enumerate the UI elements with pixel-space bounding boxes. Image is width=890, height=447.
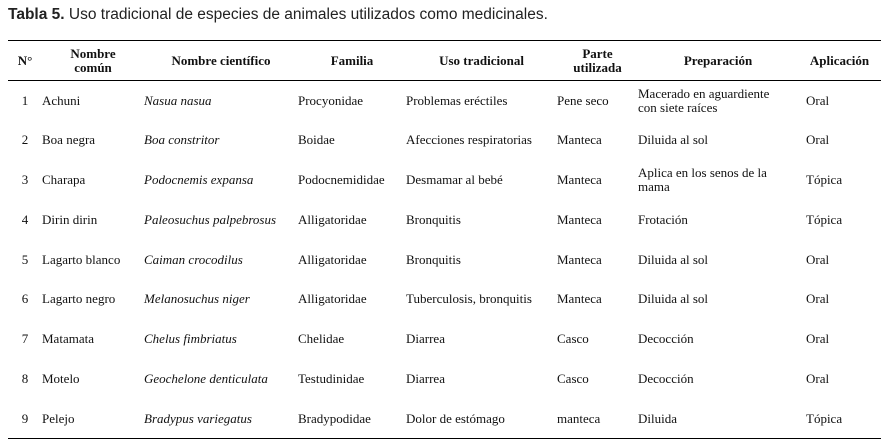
preparation-line1: Decocción bbox=[638, 331, 694, 347]
cell-traditional-use: Bronquitis bbox=[406, 251, 461, 267]
cell-traditional-use: Diarrea bbox=[406, 331, 445, 347]
cell-part-used: Manteca bbox=[557, 171, 602, 187]
table-row bbox=[8, 359, 881, 399]
cell-part-used: Casco bbox=[557, 331, 589, 347]
preparation-line1: Diluida al sol bbox=[638, 251, 709, 267]
cell-traditional-use: Tuberculosis, bronquitis bbox=[406, 291, 532, 307]
cell-preparation bbox=[638, 120, 798, 160]
cell-scientific-name: Nasua nasua bbox=[144, 92, 212, 108]
cell-scientific-name: Paleosuchus palpebrosus bbox=[144, 211, 277, 227]
cell-traditional-use: Afecciones respiratorias bbox=[406, 132, 532, 148]
cell-scientific-name: Bradypus variegatus bbox=[144, 410, 252, 426]
cell-family: Boidae bbox=[298, 132, 335, 148]
cell-common-name: Motelo bbox=[42, 370, 80, 386]
cell-preparation bbox=[638, 240, 798, 280]
header-preparation: Preparación bbox=[683, 52, 753, 68]
cell-application: Tópica bbox=[806, 211, 843, 227]
header-application: Aplicación bbox=[809, 52, 870, 68]
preparation-line2: mama bbox=[638, 178, 670, 194]
cell-family: Testudinidae bbox=[298, 370, 365, 386]
cell-num: 1 bbox=[21, 92, 29, 108]
cell-application: Tópica bbox=[806, 171, 843, 187]
cell-num: 3 bbox=[21, 171, 29, 187]
cell-part-used: manteca bbox=[557, 410, 601, 426]
cell-common-name: Charapa bbox=[42, 171, 86, 187]
cell-num: 2 bbox=[21, 132, 29, 148]
cell-traditional-use: Dolor de estómago bbox=[406, 410, 505, 426]
cell-preparation bbox=[638, 359, 798, 399]
cell-scientific-name: Podocnemis expansa bbox=[144, 171, 254, 187]
cell-part-used: Manteca bbox=[557, 132, 602, 148]
cell-common-name: Lagarto negro bbox=[42, 291, 116, 307]
table-caption bbox=[8, 6, 548, 24]
cell-part-used: Pene seco bbox=[557, 92, 609, 108]
cell-scientific-name: Caiman crocodilus bbox=[144, 251, 243, 267]
preparation-line1: Diluida al sol bbox=[638, 291, 709, 307]
table-body bbox=[8, 81, 881, 439]
cell-family: Bradypodidae bbox=[298, 410, 371, 426]
header-num: N° bbox=[17, 52, 33, 68]
cell-common-name: Pelejo bbox=[42, 410, 75, 426]
table-row bbox=[8, 160, 881, 200]
cell-num: 5 bbox=[21, 251, 29, 267]
medicinal-animals-table bbox=[8, 40, 881, 439]
cell-application: Oral bbox=[806, 92, 830, 108]
header-common-line2: común bbox=[74, 59, 112, 75]
header-part-line1: Parte bbox=[582, 45, 613, 61]
cell-common-name: Achuni bbox=[42, 92, 81, 108]
header-family: Familia bbox=[330, 52, 374, 68]
table-row bbox=[8, 319, 881, 359]
preparation-line1: Diluida al sol bbox=[638, 132, 709, 148]
cell-scientific-name: Geochelone denticulata bbox=[144, 370, 268, 386]
cell-family: Chelidae bbox=[298, 331, 345, 347]
caption-label: Tabla 5. bbox=[8, 6, 65, 23]
cell-num: 6 bbox=[21, 291, 29, 307]
cell-num: 7 bbox=[21, 331, 29, 347]
cell-preparation bbox=[638, 319, 798, 359]
cell-common-name: Dirin dirin bbox=[42, 211, 98, 227]
cell-common-name: Boa negra bbox=[42, 132, 96, 148]
table-row bbox=[8, 120, 881, 160]
cell-family: Podocnemididae bbox=[298, 171, 385, 187]
cell-preparation bbox=[638, 160, 798, 200]
header-row bbox=[8, 41, 881, 81]
header-part-line2: utilizada bbox=[573, 59, 622, 75]
cell-preparation bbox=[638, 279, 798, 319]
table-row bbox=[8, 279, 881, 319]
cell-part-used: Manteca bbox=[557, 251, 602, 267]
cell-scientific-name: Melanosuchus niger bbox=[144, 291, 250, 307]
cell-application: Tópica bbox=[806, 410, 843, 426]
table-row bbox=[8, 240, 881, 280]
preparation-line2: con siete raíces bbox=[638, 99, 718, 115]
header-part-used bbox=[557, 41, 638, 81]
cell-preparation bbox=[638, 200, 798, 240]
cell-application: Oral bbox=[806, 370, 830, 386]
cell-traditional-use: Diarrea bbox=[406, 370, 445, 386]
table-row bbox=[8, 81, 881, 121]
cell-traditional-use: Bronquitis bbox=[406, 211, 461, 227]
preparation-line1: Macerado en aguardiente bbox=[638, 85, 770, 101]
cell-common-name: Matamata bbox=[42, 331, 94, 347]
header-scientific-name: Nombre científico bbox=[171, 52, 271, 68]
cell-application: Oral bbox=[806, 132, 830, 148]
cell-part-used: Manteca bbox=[557, 291, 602, 307]
preparation-line1: Aplica en los senos de la bbox=[638, 164, 767, 180]
cell-num: 4 bbox=[21, 211, 29, 227]
cell-application: Oral bbox=[806, 291, 830, 307]
header-common-name bbox=[42, 41, 144, 81]
cell-part-used: Manteca bbox=[557, 211, 602, 227]
preparation-line1: Diluida bbox=[638, 410, 677, 426]
cell-common-name: Lagarto blanco bbox=[42, 251, 121, 267]
cell-num: 8 bbox=[21, 370, 29, 386]
cell-part-used: Casco bbox=[557, 370, 589, 386]
header-common-line1: Nombre bbox=[70, 45, 116, 61]
table-row bbox=[8, 399, 881, 439]
cell-application: Oral bbox=[806, 331, 830, 347]
cell-family: Alligatoridae bbox=[298, 291, 367, 307]
cell-scientific-name: Boa constritor bbox=[144, 132, 220, 148]
cell-family: Alligatoridae bbox=[298, 211, 367, 227]
cell-traditional-use: Desmamar al bebé bbox=[406, 171, 503, 187]
cell-preparation bbox=[638, 81, 798, 121]
cell-preparation bbox=[638, 399, 798, 439]
cell-application: Oral bbox=[806, 251, 830, 267]
caption-text: Uso tradicional de especies de animales utilizados como medicinales. bbox=[68, 6, 548, 23]
cell-num: 9 bbox=[21, 410, 29, 426]
cell-scientific-name: Chelus fimbriatus bbox=[144, 331, 237, 347]
table-row bbox=[8, 200, 881, 240]
cell-traditional-use: Problemas eréctiles bbox=[406, 92, 508, 108]
cell-family: Alligatoridae bbox=[298, 251, 367, 267]
preparation-line1: Frotación bbox=[638, 211, 688, 227]
cell-family: Procyonidae bbox=[298, 92, 363, 108]
header-traditional-use: Uso tradicional bbox=[439, 52, 524, 68]
preparation-line1: Decocción bbox=[638, 370, 694, 386]
